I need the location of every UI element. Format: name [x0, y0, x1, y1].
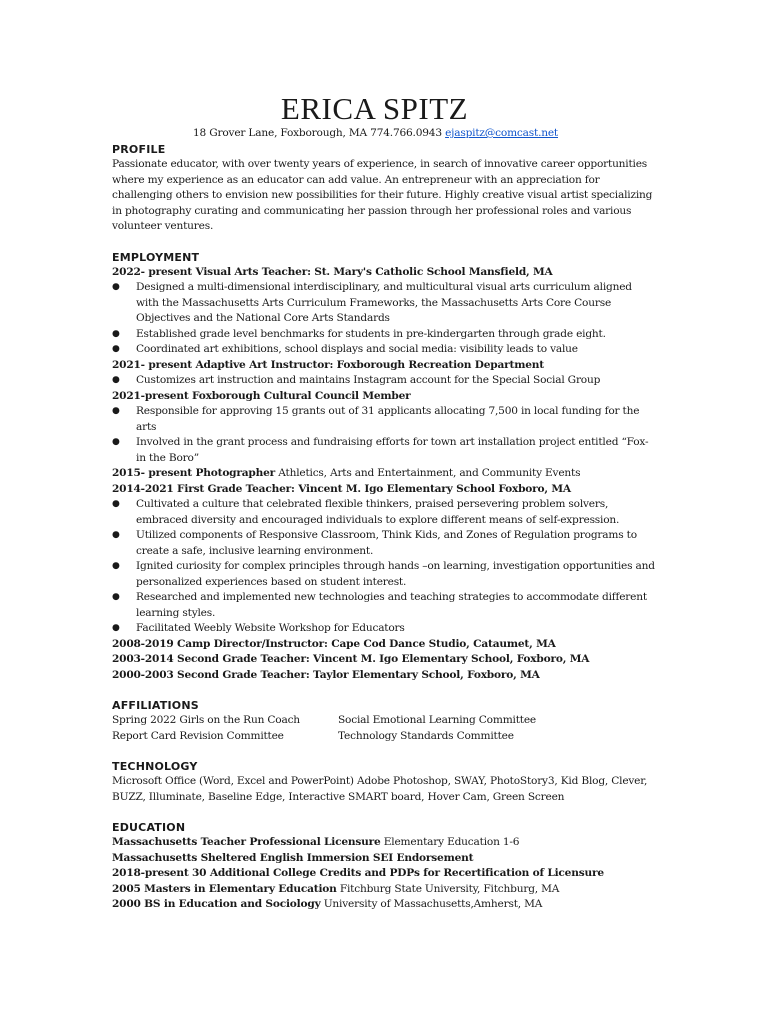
job-bullet — [112, 559, 657, 590]
education-credential: Massachusetts Teacher Professional Licensure — [112, 836, 381, 848]
affiliation-item: Report Card Revision Committee — [112, 729, 284, 742]
job-title: 2008-2019 Camp Director/Instructor: Cape Cod Dance Studio, Cataumet, MA — [112, 637, 556, 650]
education-credential: 2005 Masters in Elementary Education — [112, 882, 337, 895]
contact-address-phone: 18 Grover Lane, Foxborough, MA 774.766.0943 — [192, 127, 446, 139]
job-bullet-list — [112, 373, 657, 389]
job-bullet-list — [112, 497, 657, 637]
job-bullet — [112, 621, 657, 637]
technology-heading: TECHNOLOGY — [112, 760, 198, 773]
job-title: 2021- present Adaptive Art Instructor: Foxborough Recreation Department — [112, 358, 544, 371]
education-heading: EDUCATION — [112, 821, 186, 834]
bullet-dot-icon: ● — [112, 328, 120, 339]
education-item — [112, 866, 657, 882]
affiliation-item: Technology Standards Committee — [338, 729, 514, 742]
job-bullet-list — [112, 280, 657, 358]
job-title-line — [112, 389, 657, 405]
education-detail: Fitchburg State University, Fitchburg, MA — [336, 882, 560, 895]
job-bullet-text: Ignited curiosity for complex principles through hands –on learning, investigation opportunities and personalized experiences based on student interest. — [136, 560, 655, 588]
bullet-dot-icon: ● — [112, 406, 120, 416]
job-bullet — [112, 497, 657, 528]
affiliations-heading: AFFILIATIONS — [112, 699, 199, 712]
job-title-line — [112, 668, 657, 684]
education-item — [112, 851, 657, 867]
job-bullet — [112, 528, 657, 559]
job-title: 2003-2014 Second Grade Teacher: Vincent M. Igo Elementary School, Foxboro, MA — [112, 653, 590, 665]
education-detail: Elementary Education 1-6 — [380, 836, 520, 848]
job-bullet-text: Established grade level benchmarks for students in pre-kindergarten through grade eight. — [136, 327, 606, 340]
education-detail: University of Massachusetts,Amherst, MA — [320, 898, 543, 910]
education-item — [112, 835, 657, 851]
bullet-dot-icon: ● — [112, 375, 120, 385]
job-title-line — [112, 358, 657, 374]
job-title: 2022- present Visual Arts Teacher: St. Mary's Catholic School Mansfield, MA — [112, 265, 553, 278]
job-bullet — [112, 280, 657, 327]
job-bullet-text: Facilitated Weebly Website Workshop for Educators — [136, 622, 405, 634]
employment-heading: EMPLOYMENT — [112, 250, 200, 264]
job-bullet-text: Customizes art instruction and maintains Instagram account for the Special Social Group — [136, 374, 601, 386]
bullet-dot-icon: ● — [112, 344, 120, 354]
education-item — [112, 897, 657, 913]
job-bullet-text: Utilized components of Responsive Classroom, Think Kids, and Zones of Regulation programs to create a safe, inclusive learning environment. — [136, 529, 637, 557]
job-bullet — [112, 373, 657, 389]
job-bullet-text: Coordinated art exhibitions, school displays and social media: visibility leads to value — [136, 343, 578, 355]
resume-page — [112, 92, 657, 913]
job-title-line — [112, 265, 657, 281]
job-bullet — [112, 342, 657, 358]
bullet-dot-icon: ● — [112, 623, 120, 633]
job-bullet — [112, 590, 657, 621]
job-bullet — [112, 435, 657, 466]
email-link[interactable]: ejaspitz@comcast.net — [445, 127, 558, 139]
job-title: 2015- present Photographer — [112, 467, 276, 479]
job-title: 2021-present Foxborough Cultural Council Member — [112, 389, 411, 402]
bullet-dot-icon: ● — [112, 437, 120, 447]
job-bullet-text: Involved in the grant process and fundraising efforts for town art installation project entitled “Fox-in the Boro” — [136, 436, 649, 464]
technology-text: Microsoft Office (Word, Excel and PowerPoint) Adobe Photoshop, SWAY, PhotoStory3, Kid Blog, Clever, BUZZ, Illuminate, Baseline Edge, Interactive SMART board, Hover Cam, Green Screen — [112, 775, 648, 803]
job-bullet-text: Designed a multi-dimensional interdisciplinary, and multicultural visual arts curriculum aligned with the Massachusetts Arts Curriculum Frameworks, the Massachusetts Arts Core Course Objectives and the National Core Arts Standards — [136, 281, 632, 324]
profile-heading: PROFILE — [112, 143, 166, 156]
job-description: Athletics, Arts and Entertainment, and Community Events — [275, 467, 581, 479]
education-item — [112, 882, 657, 898]
affiliation-item: Social Emotional Learning Committee — [338, 714, 536, 726]
bullet-dot-icon: ● — [112, 282, 120, 292]
bullet-dot-icon: ● — [112, 499, 120, 509]
job-title-line — [112, 652, 657, 668]
resume-name: ERICA SPITZ — [280, 91, 469, 126]
bullet-dot-icon: ● — [112, 561, 120, 571]
job-bullet — [112, 404, 657, 435]
job-title: 2014-2021 First Grade Teacher: Vincent M. Igo Elementary School Foxboro, MA — [112, 482, 571, 495]
contact-line — [94, 126, 657, 141]
employment-list — [112, 265, 657, 684]
affiliations-grid — [112, 713, 657, 744]
job-bullet-text: Cultivated a culture that celebrated flexible thinkers, praised persevering problem solvers, embraced diversity and encouraged individuals to explore different means of self-expression. — [136, 498, 620, 526]
job-title-line — [112, 482, 657, 498]
education-credential: Massachusetts Sheltered English Immersion SEI Endorsement — [112, 851, 474, 864]
job-bullet — [112, 327, 657, 343]
job-title-line — [112, 466, 657, 482]
education-credential: 2000 BS in Education and Sociology — [112, 898, 321, 910]
job-bullet-list — [112, 404, 657, 466]
affiliation-item: Spring 2022 Girls on the Run Coach — [112, 714, 300, 726]
job-bullet-text: Responsible for approving 15 grants out of 31 applicants allocating 7,500 in local funding for the arts — [136, 405, 640, 433]
education-credential: 2018-present 30 Additional College Credits and PDPs for Recertification of Licensure — [112, 867, 604, 879]
bullet-dot-icon: ● — [112, 592, 120, 602]
bullet-dot-icon: ● — [112, 530, 120, 540]
education-list — [112, 835, 657, 913]
job-bullet-text: Researched and implemented new technologies and teaching strategies to accommodate different learning styles. — [136, 591, 647, 619]
job-title-line — [112, 637, 657, 653]
profile-text: Passionate educator, with over twenty years of experience, in search of innovative career opportunities where my experience as an educator can add value. An entrepreneur with an appreciation for challenging others to envision new possibilities for their future. Highly creative visual artist specializing in photography curating and communicating her passion through her professional roles and various volunteer ventures. — [112, 158, 653, 232]
job-title: 2000-2003 Second Grade Teacher: Taylor Elementary School, Foxboro, MA — [112, 668, 540, 681]
